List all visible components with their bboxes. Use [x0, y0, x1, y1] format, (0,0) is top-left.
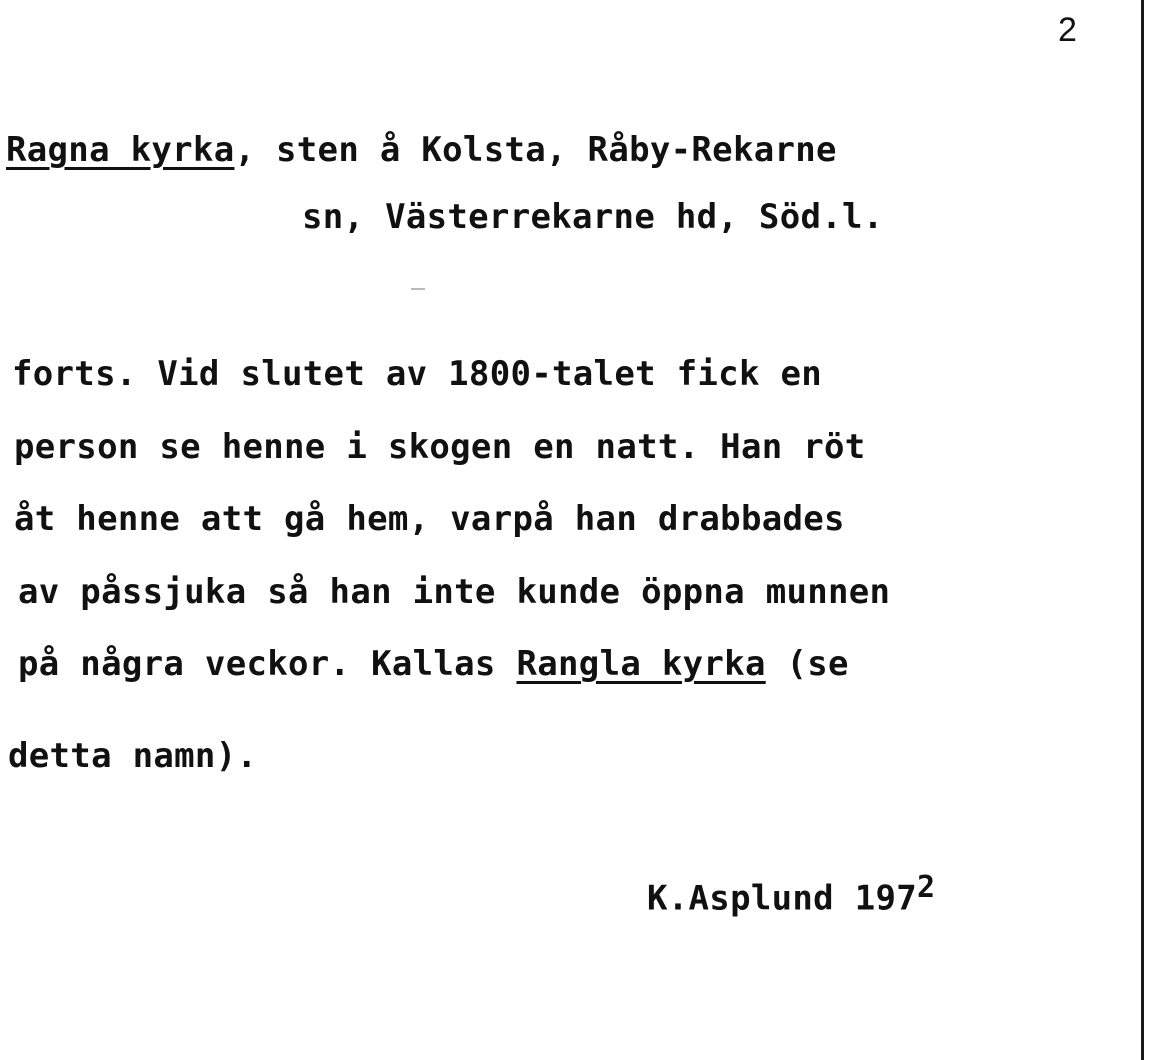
page-number: 2 [1058, 11, 1077, 49]
body-line-6: detta namn). [8, 736, 258, 776]
body-line-2: person se henne i skogen en natt. Han röt [14, 427, 866, 467]
signature-name: K.Asplund 197 [647, 878, 918, 919]
body-line-5-before: på några veckor. Kallas [18, 644, 517, 684]
signature-year-last-digit: 2 [917, 870, 936, 905]
body-line-5 [18, 642, 849, 686]
heading-line-1 [6, 128, 837, 172]
cross-reference-link: Rangla kyrka [516, 644, 766, 684]
heading-title-link: Ragna kyrka [6, 130, 235, 170]
signature [647, 866, 935, 920]
body-line-4: av påssjuka så han inte kunde öppna munnen [18, 572, 891, 612]
page-right-border [1141, 0, 1144, 1060]
body-line-1: forts. Vid slutet av 1800-talet fick en [12, 354, 823, 394]
scan-speck [411, 288, 425, 290]
body-line-5-after: (se [765, 644, 849, 684]
body-line-3: åt henne att gå hem, varpå han drabbades [14, 499, 845, 539]
heading-line-1-rest: , sten å Kolsta, Råby-Rekarne [234, 130, 837, 170]
heading-line-2: sn, Västerrekarne hd, Söd.l. [302, 197, 884, 237]
